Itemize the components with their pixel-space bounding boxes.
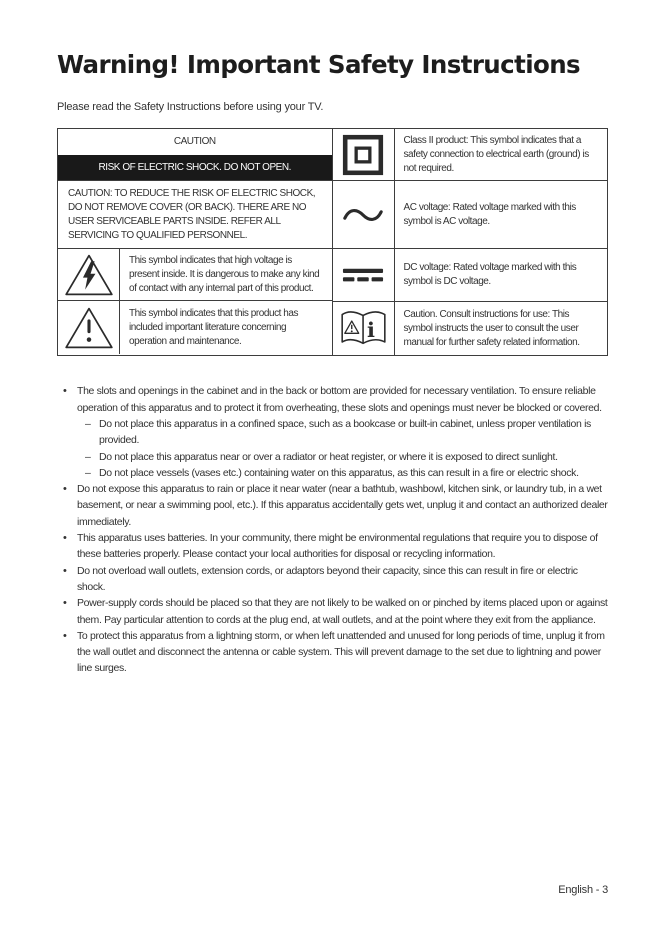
ac-voltage-text-cell: [395, 181, 608, 248]
class-ii-icon-cell: [333, 129, 395, 180]
high-voltage-text-cell: [120, 249, 332, 300]
list-item-body: [77, 530, 608, 563]
class-ii-square-icon: [342, 134, 384, 176]
list-item: [57, 481, 608, 530]
list-item: [57, 595, 608, 628]
safety-symbols-table: [57, 128, 608, 356]
list-item: [57, 383, 608, 481]
ac-voltage-row: [333, 180, 608, 248]
list-item-text: Power-supply cords should be placed so that they are not likely to be walked on or pinched by items placed upon or against them. Pay particular attention to cords at the plug end, at wall outlets, and at the point where they exit from the appliance.: [77, 597, 608, 626]
risk-banner-text: RISK OF ELECTRIC SHOCK. DO NOT OPEN.: [98, 161, 292, 173]
literature-icon-cell: [58, 301, 120, 354]
high-voltage-icon-cell: [58, 249, 120, 300]
caution-header-cell: [58, 129, 332, 155]
dc-voltage-icon-cell: [333, 249, 395, 301]
dc-voltage-text-cell: [395, 249, 608, 301]
list-item-body: [77, 481, 608, 530]
bullet-marker: •: [63, 385, 67, 398]
consult-manual-text: Caution. Consult instructions for use: This symbol instructs the user to consult the user manual for further safety related information.: [403, 308, 580, 348]
sub-list-item: [77, 465, 608, 481]
caution-text-cell: [58, 180, 332, 248]
list-item: [57, 530, 608, 563]
caution-text: CAUTION: TO REDUCE THE RISK OF ELECTRIC SHOCK, DO NOT REMOVE COVER (OR BACK). THERE ARE NO USER SERVICEABLE PARTS INSIDE. REFER ALL SERVICING TO QUALIFIED PERSONNEL.: [68, 187, 316, 241]
list-item-body: [77, 563, 608, 596]
sub-list-item-text: Do not place this apparatus near or over a radiator or heat register, or where it is exposed to direct sunlight.: [99, 450, 558, 463]
safety-instructions-list: [57, 383, 608, 676]
high-voltage-text: This symbol indicates that high voltage is present inside. It is dangerous to make any kind of contact with any internal part of this product.: [129, 254, 320, 294]
list-item-body: [77, 628, 608, 677]
literature-text-cell: [120, 301, 332, 354]
class-ii-text-cell: [395, 129, 608, 180]
consult-manual-text-cell: [395, 302, 608, 355]
dash-marker: –: [85, 450, 91, 463]
intro-text: Please read the Safety Instructions before using your TV.: [57, 101, 324, 114]
list-item-text: This apparatus uses batteries. In your community, there might be environmental regulations that require you to dispose of these batteries properly. Please contact your local authorities for disposal or recycling information.: [77, 532, 598, 561]
class-ii-text: Class II product: This symbol indicates that a safety connection to electrical earth (ground) is not required.: [403, 134, 589, 174]
sub-list-item: [77, 449, 608, 465]
exclamation-triangle-icon: [64, 306, 114, 350]
ac-voltage-wave-icon: [342, 205, 384, 225]
bullet-marker: •: [63, 532, 67, 545]
literature-row: [58, 300, 332, 354]
sub-list-item-text: Do not place vessels (vases etc.) containing water on this apparatus, as this can result in a fire or electric shock.: [99, 466, 579, 479]
bullet-marker: •: [63, 564, 67, 577]
class-ii-row: [333, 129, 608, 180]
list-item: [57, 563, 608, 596]
bullet-marker: •: [63, 629, 67, 642]
dash-marker: –: [85, 417, 91, 430]
list-item-body: [77, 595, 608, 628]
caution-header-text: CAUTION: [173, 136, 216, 148]
consult-manual-book-icon: [340, 308, 387, 349]
sub-list-item-text: Do not place this apparatus in a confined space, such as a bookcase or built-in cabinet, unless proper ventilation is provided.: [99, 417, 591, 447]
dc-voltage-row: [333, 248, 608, 301]
literature-text: This symbol indicates that this product has included important literature concerning operation and maintenance.: [129, 307, 299, 347]
page-title: Warning! Important Safety Instructions: [57, 50, 581, 79]
list-item: [57, 628, 608, 677]
list-item-body: [77, 383, 608, 481]
risk-banner-cell: [58, 155, 332, 180]
lightning-triangle-icon: [64, 253, 114, 297]
high-voltage-row: [58, 248, 332, 300]
list-item-text: Do not expose this apparatus to rain or place it near water (near a bathtub, washbowl, kitchen sink, or laundry tub, in a wet basement, or near a swimming pool, etc.). If this apparatus accidentally gets wet, unplug it and contact an authorized dealer immediately.: [77, 483, 608, 528]
dash-marker: –: [85, 466, 91, 479]
bullet-marker: •: [63, 597, 67, 610]
svg-text:i: i: [366, 317, 375, 343]
bullet-marker: •: [63, 483, 67, 496]
consult-manual-row: [333, 301, 608, 355]
table-right-half: [333, 129, 608, 355]
table-left-half: [58, 129, 333, 355]
list-item-text: To protect this apparatus from a lightning storm, or when left unattended and unused for long periods of time, unplug it from the wall outlet and disconnect the antenna or cable system. This will prevent damage to the set due to lightning and power line surges.: [77, 629, 605, 675]
ac-voltage-icon-cell: [333, 181, 395, 248]
ac-voltage-text: AC voltage: Rated voltage marked with this symbol is AC voltage.: [403, 201, 576, 227]
consult-manual-icon-cell: [333, 302, 395, 355]
page-footer: English - 3: [558, 884, 608, 896]
list-item-text: Do not overload wall outlets, extension cords, or adaptors beyond their capacity, since this can result in fire or electric shock.: [77, 564, 578, 593]
dc-voltage-text: DC voltage: Rated voltage marked with this symbol is DC voltage.: [403, 262, 577, 288]
list-item-text: The slots and openings in the cabinet and in the back or bottom are provided for necessary ventilation. To ensure reliable operation of this apparatus and to protect it from overheating, these slots and openings must never be blocked or covered.: [77, 385, 602, 414]
dc-voltage-bars-icon: [342, 267, 384, 283]
sub-list-item: [77, 416, 608, 449]
